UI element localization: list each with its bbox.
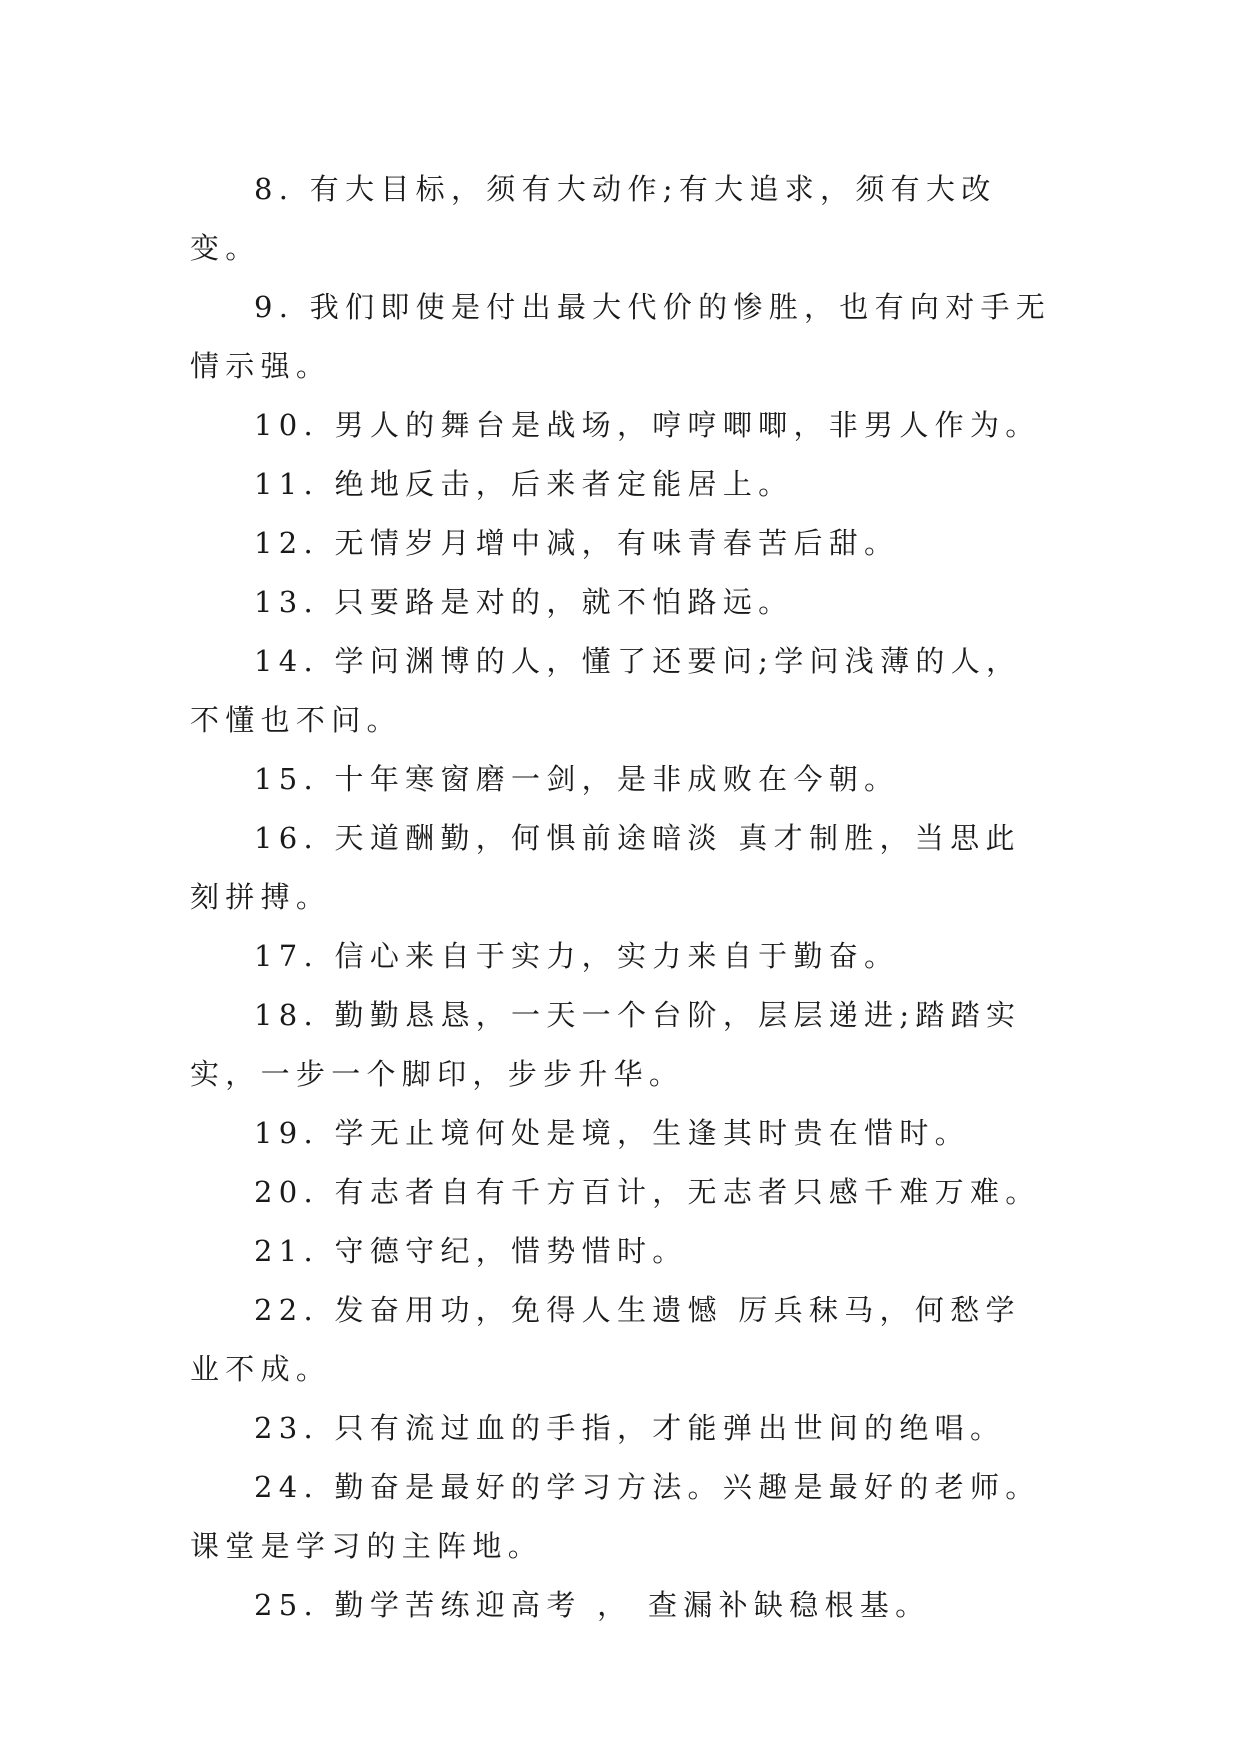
list-item: 13. 只要路是对的，就不怕路远。 (254, 585, 794, 619)
list-item: 12. 无情岁月增中减，有味青春苦后甜。 (254, 526, 900, 560)
list-item: 18. 勤勤恳恳，一天一个台阶，层层递进;踏踏实实，一步一个脚印，步步升华。 (190, 998, 1022, 1091)
list-item: 10. 男人的舞台是战场，哼哼唧唧，非男人作为。 (254, 408, 1041, 442)
list-item: 8. 有大目标，须有大动作;有大追求，须有大改变。 (190, 172, 997, 265)
list-item: 17. 信心来自于实力，实力来自于勤奋。 (254, 939, 900, 973)
list-item: 14. 学问渊博的人，懂了还要问;学问浅薄的人，不懂也不问。 (190, 644, 1022, 737)
list-item: 21. 守德守纪，惜势惜时。 (254, 1234, 688, 1268)
list-item: 15. 十年寒窗磨一剑，是非成败在今朝。 (254, 762, 900, 796)
list-item: 11. 绝地反击，后来者定能居上。 (254, 467, 794, 501)
document-body (190, 160, 1052, 1635)
list-item: 20. 有志者自有千方百计，无志者只感千难万难。 (254, 1175, 1041, 1209)
list-item: 25. 勤学苦练迎高考 ， 查漏补缺稳根基。 (254, 1588, 931, 1622)
list-item: 22. 发奋用功，免得人生遗憾 厉兵秣马，何愁学业不成。 (190, 1293, 1021, 1386)
list-item: 23. 只有流过血的手指，才能弹出世间的绝唱。 (254, 1411, 1006, 1445)
list-item: 19. 学无止境何处是境，生逢其时贵在惜时。 (254, 1116, 970, 1150)
list-item: 9. 我们即使是付出最大代价的惨胜，也有向对手无情示强。 (190, 290, 1052, 383)
list-item: 24. 勤奋是最好的学习方法。兴趣是最好的老师。课堂是学习的主阵地。 (190, 1470, 1041, 1563)
list-item: 16. 天道酬勤，何惧前途暗淡 真才制胜，当思此刻拼搏。 (190, 821, 1021, 914)
